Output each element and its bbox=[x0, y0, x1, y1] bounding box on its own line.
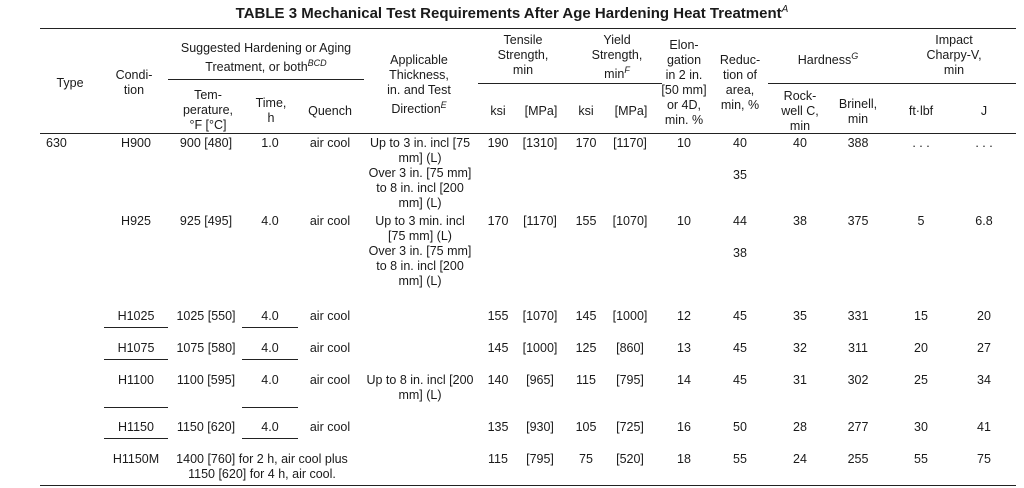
header-line: in 2 in. bbox=[665, 68, 703, 82]
header-line: in. and Test bbox=[387, 83, 451, 97]
top-rule bbox=[40, 28, 1016, 29]
cell-rockwell: 32 bbox=[793, 341, 807, 355]
header-line: min, % bbox=[720, 98, 760, 112]
cell-rockwell: 28 bbox=[793, 420, 807, 434]
cond-rule bbox=[104, 407, 168, 408]
cell-line: to 8 in. incl [200 bbox=[376, 181, 464, 195]
cell-yield-ksi: 145 bbox=[575, 309, 597, 323]
cell-ftlbf: 55 bbox=[914, 452, 928, 466]
cell-line: 1400 [760] for 2 h, air cool plus bbox=[176, 452, 348, 466]
cell-line: Over 3 in. [75 mm] bbox=[368, 166, 472, 180]
header-line: Time, bbox=[255, 96, 287, 110]
cell-line: mm] (L) bbox=[398, 151, 442, 165]
cell-elongation: 10 bbox=[677, 214, 691, 228]
cell-line: Over 3 in. [75 mm] bbox=[368, 244, 472, 258]
header-line: min bbox=[604, 67, 625, 82]
header-tensile-ksi: ksi bbox=[490, 104, 506, 118]
strength-rule bbox=[478, 83, 662, 84]
cell-tensile-mpa: [795] bbox=[526, 452, 554, 466]
header-line: Tensile bbox=[503, 33, 543, 47]
cell-reduction: 35 bbox=[733, 168, 747, 182]
header-line: Tem- bbox=[194, 88, 222, 102]
cell-tensile-ksi: 140 bbox=[487, 373, 509, 387]
header-yield-mpa: [MPa] bbox=[614, 104, 648, 118]
time-rule bbox=[242, 407, 298, 408]
cell-ftlbf: 25 bbox=[914, 373, 928, 387]
cell-temp: 925 [495] bbox=[179, 214, 233, 228]
cell-time: 1.0 bbox=[261, 136, 279, 150]
header-line: min bbox=[789, 119, 811, 133]
header-line: Rock- bbox=[783, 89, 817, 103]
header-tensile-mpa: [MPa] bbox=[524, 104, 558, 118]
cell-condition: H1150M bbox=[112, 452, 160, 466]
cell-thickness bbox=[362, 136, 478, 211]
cell-rockwell: 24 bbox=[793, 452, 807, 466]
header-yield-ksi: ksi bbox=[578, 104, 594, 118]
cell-quench: air cool bbox=[309, 420, 351, 434]
cell-reduction: 45 bbox=[733, 309, 747, 323]
header-note: E bbox=[440, 100, 447, 110]
header-line: perature, bbox=[182, 103, 234, 117]
header-elongation bbox=[656, 38, 712, 128]
header-line: or 4D, bbox=[666, 98, 702, 112]
cell-line: mm] (L) bbox=[398, 274, 442, 288]
header-line: Elon- bbox=[669, 38, 699, 52]
header-note: BCD bbox=[307, 58, 327, 68]
cell-time: 4.0 bbox=[261, 341, 279, 355]
cell-yield-mpa: [520] bbox=[616, 452, 644, 466]
cell-brinell: 375 bbox=[847, 214, 869, 228]
cell-yield-ksi: 75 bbox=[579, 452, 593, 466]
cell-reduction: 45 bbox=[733, 341, 747, 355]
header-impact bbox=[892, 33, 1016, 78]
time-rule bbox=[242, 327, 298, 328]
header-line: Applicable bbox=[390, 53, 448, 67]
type-value: 630 bbox=[46, 136, 67, 150]
header-ftlbf: ft·lbf bbox=[908, 104, 934, 118]
cell-ftlbf: . . . bbox=[912, 136, 930, 150]
cell-tensile-ksi: 170 bbox=[487, 214, 509, 228]
cell-tensile-ksi: 190 bbox=[487, 136, 509, 150]
cell-tensile-mpa: [1170] bbox=[523, 214, 557, 228]
table-title-text: TABLE 3 Mechanical Test Requirements After Age Hardening Heat Treatment bbox=[235, 5, 782, 22]
cell-condition: H925 bbox=[121, 214, 151, 228]
cell-joule: 20 bbox=[977, 309, 991, 323]
header-line: min. % bbox=[664, 113, 704, 127]
cond-rule bbox=[104, 327, 168, 328]
header-type: Type bbox=[56, 76, 84, 90]
cell-rockwell: 38 bbox=[793, 214, 807, 228]
cell-quench: air cool bbox=[309, 341, 351, 355]
cell-time: 4.0 bbox=[261, 373, 279, 387]
cell-rockwell: 35 bbox=[793, 309, 807, 323]
cell-quench: air cool bbox=[309, 309, 351, 323]
cell-joule: 75 bbox=[977, 452, 991, 466]
cell-thickness bbox=[362, 214, 478, 289]
cell-yield-ksi: 115 bbox=[576, 373, 596, 387]
hardness-impact-rule bbox=[768, 83, 1016, 84]
cell-condition: H1075 bbox=[117, 341, 155, 355]
cell-temp: 1025 [550] bbox=[176, 309, 236, 323]
cell-reduction: 55 bbox=[733, 452, 747, 466]
cell-quench: air cool bbox=[309, 214, 351, 228]
cell-brinell: 388 bbox=[847, 136, 869, 150]
header-line: well C, bbox=[781, 104, 819, 118]
header-hardness bbox=[768, 49, 888, 68]
cell-yield-ksi: 155 bbox=[575, 214, 597, 228]
cell-temp: 1075 [580] bbox=[176, 341, 236, 355]
header-tensile bbox=[478, 33, 568, 78]
cell-condition: H1150 bbox=[118, 420, 154, 434]
header-joule: J bbox=[980, 104, 988, 118]
cell-yield-ksi: 170 bbox=[575, 136, 597, 150]
header-line: Yield bbox=[603, 33, 631, 47]
cell-tensile-ksi: 145 bbox=[487, 341, 509, 355]
header-line: min bbox=[512, 63, 534, 77]
header-line: [50 mm] bbox=[661, 83, 707, 97]
cell-line: mm] (L) bbox=[398, 388, 442, 402]
header-note: G bbox=[851, 51, 859, 61]
header-line: Strength, bbox=[497, 48, 549, 62]
cell-joule: 6.8 bbox=[975, 214, 993, 228]
header-line: Condi- bbox=[115, 68, 153, 82]
cell-elongation: 16 bbox=[677, 420, 691, 434]
cell-quench: air cool bbox=[309, 373, 351, 387]
header-condition bbox=[104, 68, 164, 98]
cell-temp: 1150 [620] bbox=[176, 420, 236, 434]
table-title bbox=[0, 4, 1024, 22]
cell-joule: . . . bbox=[975, 136, 993, 150]
cell-brinell: 331 bbox=[847, 309, 869, 323]
cell-ftlbf: 20 bbox=[914, 341, 928, 355]
bottom-rule bbox=[40, 485, 1016, 486]
header-time bbox=[246, 96, 296, 126]
cell-yield-mpa: [1070] bbox=[612, 214, 648, 228]
cell-tensile-ksi: 135 bbox=[487, 420, 509, 434]
cell-tensile-ksi: 155 bbox=[487, 309, 509, 323]
cell-line: Up to 8 in. incl [200 bbox=[366, 373, 474, 387]
header-note: F bbox=[624, 65, 630, 75]
cell-elongation: 10 bbox=[677, 136, 691, 150]
cell-elongation: 13 bbox=[677, 341, 691, 355]
header-line: Impact bbox=[935, 33, 973, 47]
header-line: tion bbox=[123, 83, 145, 97]
cell-yield-mpa: [1000] bbox=[612, 309, 648, 323]
header-line: Thickness, bbox=[389, 68, 449, 82]
cell-rockwell: 40 bbox=[793, 136, 807, 150]
time-rule bbox=[242, 359, 298, 360]
cell-reduction: 50 bbox=[733, 420, 747, 434]
cell-condition: H1100 bbox=[118, 373, 154, 387]
cell-yield-ksi: 125 bbox=[575, 341, 597, 355]
cell-line: [75 mm] (L) bbox=[388, 229, 452, 243]
header-line: Reduc- bbox=[719, 53, 761, 67]
cell-tensile-ksi: 115 bbox=[488, 452, 508, 466]
header-line: °F [°C] bbox=[189, 118, 227, 132]
cell-condition: H1025 bbox=[117, 309, 155, 323]
cell-yield-mpa: [795] bbox=[616, 373, 644, 387]
header-line: Charpy-V, bbox=[926, 48, 982, 62]
cell-joule: 41 bbox=[977, 420, 991, 434]
header-temp bbox=[168, 88, 248, 133]
header-line: Direction bbox=[391, 102, 441, 117]
header-quench: Quench bbox=[308, 104, 352, 118]
header-line: Hardness bbox=[797, 53, 852, 68]
cell-reduction: 40 bbox=[733, 136, 747, 150]
cell-elongation: 12 bbox=[677, 309, 691, 323]
header-line: Treatment, or both bbox=[205, 60, 308, 75]
cell-tensile-mpa: [1070] bbox=[522, 309, 558, 323]
cell-tensile-mpa: [965] bbox=[526, 373, 554, 387]
table-title-note: A bbox=[781, 4, 789, 15]
cell-joule: 34 bbox=[977, 373, 991, 387]
header-brinell bbox=[830, 97, 886, 127]
cell-ftlbf: 15 bbox=[914, 309, 928, 323]
header-line: min bbox=[943, 63, 965, 77]
cell-tensile-mpa: [930] bbox=[526, 420, 554, 434]
header-line: area, bbox=[725, 83, 755, 97]
cell-brinell: 277 bbox=[847, 420, 869, 434]
header-bottom-rule bbox=[40, 133, 1016, 134]
cell-yield-mpa: [725] bbox=[616, 420, 644, 434]
suggested-rule bbox=[168, 79, 364, 80]
cell-reduction: 45 bbox=[733, 373, 747, 387]
cell-time: 4.0 bbox=[261, 309, 279, 323]
cell-reduction: 38 bbox=[733, 246, 747, 260]
cell-quench: air cool bbox=[309, 136, 351, 150]
header-line: tion of bbox=[722, 68, 758, 82]
cell-brinell: 255 bbox=[847, 452, 869, 466]
cell-line: mm] (L) bbox=[398, 196, 442, 210]
cond-rule bbox=[104, 359, 168, 360]
cell-tensile-mpa: [1000] bbox=[522, 341, 558, 355]
cell-elongation: 14 bbox=[677, 373, 691, 387]
header-reduction bbox=[714, 53, 766, 113]
cell-tensile-mpa: [1310] bbox=[522, 136, 558, 150]
cell-yield-ksi: 105 bbox=[575, 420, 597, 434]
cell-temp: 900 [480] bbox=[179, 136, 233, 150]
cell-thickness bbox=[358, 373, 482, 403]
cell-line: Up to 3 in. incl [75 bbox=[369, 136, 471, 150]
cell-ftlbf: 30 bbox=[914, 420, 928, 434]
cell-ftlbf: 5 bbox=[917, 214, 925, 228]
header-rockwell bbox=[770, 89, 830, 134]
cell-brinell: 311 bbox=[848, 341, 868, 355]
cell-time: 4.0 bbox=[261, 420, 279, 434]
cell-rockwell: 31 bbox=[793, 373, 807, 387]
cell-temp: 1100 [595] bbox=[176, 373, 236, 387]
header-thickness bbox=[364, 53, 474, 117]
header-yield bbox=[572, 33, 662, 82]
time-rule bbox=[242, 438, 298, 439]
header-line: Brinell, bbox=[838, 97, 878, 111]
header-line: min bbox=[847, 112, 869, 126]
header-suggested bbox=[168, 41, 364, 75]
cell-joule: 27 bbox=[977, 341, 991, 355]
cell-elongation: 18 bbox=[677, 452, 691, 466]
cell-line: Up to 3 min. incl bbox=[375, 214, 465, 228]
cell-line: 1150 [620] for 4 h, air cool. bbox=[188, 467, 336, 481]
cell-reduction: 44 bbox=[733, 214, 747, 228]
cell-brinell: 302 bbox=[847, 373, 869, 387]
cell-yield-mpa: [860] bbox=[616, 341, 644, 355]
header-line: h bbox=[267, 111, 275, 125]
cell-time: 4.0 bbox=[261, 214, 279, 228]
header-line: Suggested Hardening or Aging bbox=[180, 41, 352, 55]
cell-condition: H900 bbox=[121, 136, 151, 150]
cell-yield-mpa: [1170] bbox=[613, 136, 647, 150]
cond-rule bbox=[104, 438, 168, 439]
cell-line: to 8 in. incl [200 bbox=[376, 259, 464, 273]
cell-treatment bbox=[162, 452, 362, 482]
header-line: gation bbox=[666, 53, 702, 67]
header-line: Strength, bbox=[591, 48, 643, 62]
